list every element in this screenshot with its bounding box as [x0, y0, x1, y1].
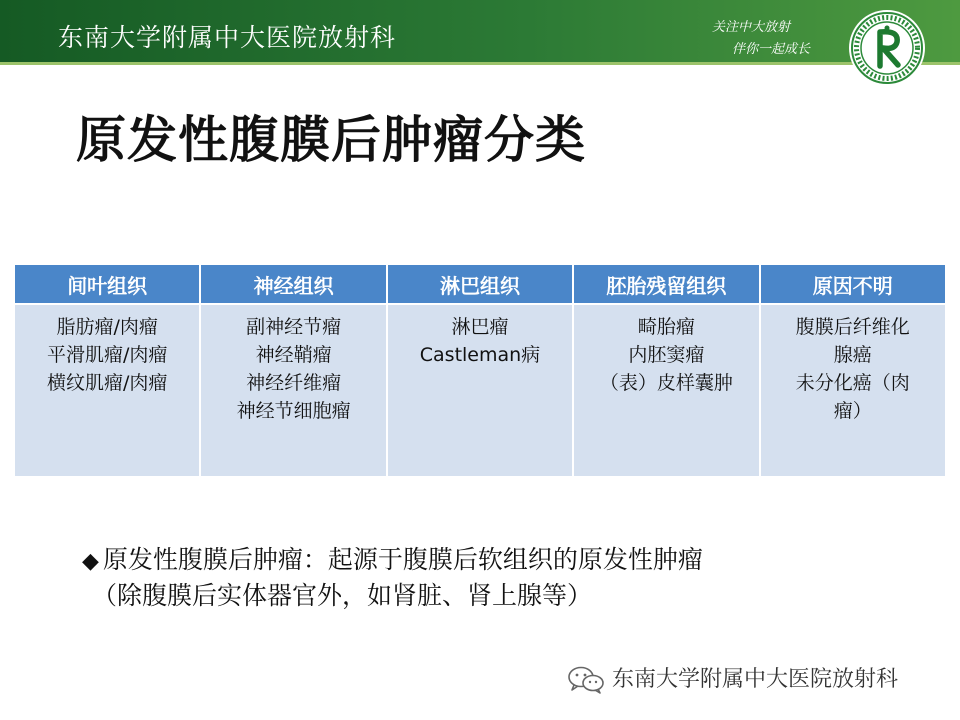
- table-cell-unknown-origin: [760, 304, 946, 477]
- header-divider: [0, 62, 960, 65]
- institution-name: 东南大学附属中大医院放射科: [58, 23, 397, 52]
- tumor-entry: 淋巴瘤: [451, 316, 509, 338]
- tumor-entry: 内胚窦瘤: [628, 344, 705, 366]
- classification-table: [13, 263, 947, 478]
- column-header-embryonic-remnant: 胚胎残留组织: [573, 264, 759, 304]
- definition-text-line-1: 原发性腹膜后肿瘤：起源于腹膜后软组织的原发性肿瘤: [102, 545, 703, 574]
- slide-title: 原发性腹膜后肿瘤分类: [76, 111, 586, 169]
- wechat-icon: [566, 665, 606, 695]
- table-cell-mesenchymal: [14, 304, 200, 477]
- tumor-entry: 畸胎瘤: [637, 316, 695, 338]
- table-cell-neural: [200, 304, 386, 477]
- tumor-entry: 副神经节瘤: [246, 316, 342, 338]
- tumor-entry: （表）皮样囊肿: [599, 372, 733, 394]
- hospital-radiology-logo: [847, 8, 927, 88]
- column-header-lymphoid: 淋巴组织: [387, 264, 573, 304]
- slogan-line-2: 伴你一起成长: [732, 42, 811, 57]
- table-cell-embryonic-remnant: [573, 304, 759, 477]
- tumor-entry: 横纹肌瘤/肉瘤: [46, 372, 168, 394]
- tumor-entry: 瘤）: [833, 400, 872, 422]
- diamond-bullet-icon: ◆: [82, 549, 99, 574]
- table-row: [14, 304, 946, 477]
- tumor-entry: 腹膜后纤维化: [795, 316, 910, 338]
- column-header-mesenchymal: 间叶组织: [14, 264, 200, 304]
- footer-watermark: [566, 662, 898, 695]
- tumor-entry: 腺癌: [833, 344, 872, 366]
- tumor-entry: 脂肪瘤/肉瘤: [56, 316, 158, 338]
- tumor-entry: 神经纤维瘤: [246, 372, 342, 394]
- tumor-entry: 神经鞘瘤: [255, 344, 332, 366]
- table-cell-lymphoid: [387, 304, 573, 477]
- definition-text-line-2: （除腹膜后实体器官外，如肾脏、肾上腺等）: [92, 581, 593, 610]
- column-header-neural: 神经组织: [200, 264, 386, 304]
- tumor-entry: 神经节细胞瘤: [236, 400, 351, 422]
- column-header-unknown-origin: 原因不明: [760, 264, 946, 304]
- definition-bullet: [82, 543, 703, 613]
- slogan-line-1: 关注中大放射: [712, 20, 791, 35]
- watermark-text: 东南大学附属中大医院放射科: [612, 667, 899, 692]
- table-header-row: [14, 264, 946, 304]
- tumor-entry: 未分化癌（肉: [795, 372, 910, 394]
- tumor-entry: 平滑肌瘤/肉瘤: [46, 344, 168, 366]
- tumor-entry: Castleman病: [419, 344, 541, 366]
